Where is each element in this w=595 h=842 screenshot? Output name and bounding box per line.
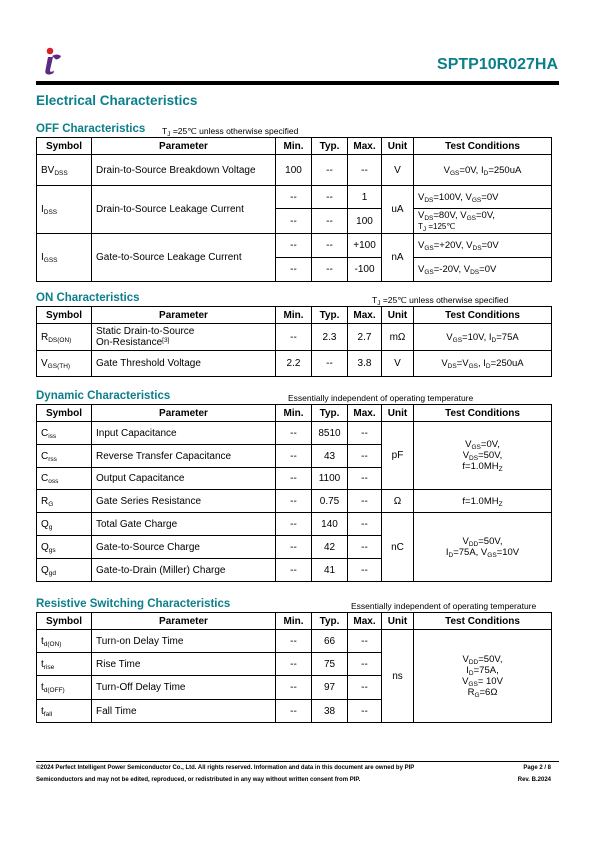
parameter-cell: Turn-Off Delay Time — [92, 676, 276, 700]
condition-cell: $V_{GS}=0V$, $V_{DS}=50V$, $f=1.0MH_Z$ — [414, 422, 552, 490]
symbol-cell: $Q_{gs}$ — [37, 536, 92, 559]
condition-cell: $V_{DS}=80V$, $V_{GS}=0V$, $T_J$ =125℃ — [414, 209, 552, 234]
min-cell: -- — [276, 513, 312, 536]
table-row — [37, 186, 552, 209]
on-section-title: ON Characteristics — [36, 292, 140, 304]
symbol-cell: $R_{DS(ON)}$ — [37, 324, 92, 351]
min-cell: -- — [276, 468, 312, 490]
table-row — [37, 490, 552, 513]
col-unit: Unit — [382, 138, 414, 155]
min-cell: -- — [276, 186, 312, 209]
parameter-cell: Gate-to-Source Charge — [92, 536, 276, 559]
condition-cell: $V_{GS}=-20V$, $V_{DS}=0V$ — [414, 258, 552, 282]
min-cell: 2.2 — [276, 351, 312, 377]
condition-cell: $V_{DS}=V_{GS}$, $I_D=250uA$ — [414, 351, 552, 377]
min-cell: -- — [276, 324, 312, 351]
switching-section-note: Essentially independent of operating temperature — [351, 601, 537, 611]
typ-cell: 42 — [312, 536, 348, 559]
typ-cell: 140 — [312, 513, 348, 536]
condition-cell: $f=1.0MH_Z$ — [414, 490, 552, 513]
min-cell: -- — [276, 422, 312, 445]
condition-cell: $V_{GS}=+20V$, $V_{DS}=0V$ — [414, 234, 552, 258]
condition-cell: $V_{GS}=10V$, $I_D=75A$ — [414, 324, 552, 351]
page-number: Page 2 / 8 — [523, 765, 551, 771]
col-typ: Typ. — [312, 405, 348, 422]
unit-cell: nC — [382, 513, 414, 582]
col-typ: Typ. — [312, 138, 348, 155]
symbol-cell: $C_{oss}$ — [37, 468, 92, 490]
switching-section-title: Resistive Switching Characteristics — [36, 598, 231, 610]
max-cell: 100 — [348, 209, 382, 234]
parameter-cell: Gate-to-Drain (Miller) Charge — [92, 559, 276, 582]
parameter-cell: Drain-to-Source Leakage Current — [92, 186, 276, 234]
typ-cell: 2.3 — [312, 324, 348, 351]
off-section-title: OFF Characteristics — [36, 123, 146, 135]
parameter-cell: Drain-to-Source Breakdown Voltage — [92, 155, 276, 186]
condition-cell: $V_{DD}=50V$, $I_D=75A$, $V_{GS}= 10V$ $R_G=6\Omega$ — [414, 630, 552, 723]
parameter-cell: Output Capacitance — [92, 468, 276, 490]
unit-cell: uA — [382, 186, 414, 234]
typ-cell: 97 — [312, 676, 348, 700]
symbol-cell: $Q_g$ — [37, 513, 92, 536]
typ-cell: 1100 — [312, 468, 348, 490]
parameter-cell: Static Drain-to-Source On-Resistance[3] — [92, 324, 276, 351]
unit-cell: ns — [382, 630, 414, 723]
table-header-row — [37, 307, 552, 324]
max-cell: -- — [348, 445, 382, 468]
col-typ: Typ. — [312, 613, 348, 630]
switching-characteristics-table — [36, 612, 552, 723]
symbol-cell: $t_{d(OFF)}$ — [37, 676, 92, 700]
on-characteristics-table — [36, 306, 552, 377]
min-cell: -- — [276, 234, 312, 258]
col-test-conditions: Test Conditions — [414, 138, 552, 155]
col-symbol: Symbol — [37, 613, 92, 630]
max-cell: -- — [348, 468, 382, 490]
dynamic-section-title: Dynamic Characteristics — [36, 390, 171, 402]
col-unit: Unit — [382, 307, 414, 324]
min-cell: -- — [276, 258, 312, 282]
col-test-conditions: Test Conditions — [414, 307, 552, 324]
unit-cell: V — [382, 155, 414, 186]
min-cell: -- — [276, 700, 312, 723]
symbol-cell: $I_{DSS}$ — [37, 186, 92, 234]
unit-cell: Ω — [382, 490, 414, 513]
parameter-cell: Input Capacitance — [92, 422, 276, 445]
table-header-row — [37, 405, 552, 422]
col-symbol: Symbol — [37, 405, 92, 422]
symbol-cell: $C_{iss}$ — [37, 422, 92, 445]
col-parameter: Parameter — [92, 307, 276, 324]
max-cell: -- — [348, 676, 382, 700]
typ-cell: -- — [312, 258, 348, 282]
typ-cell: 43 — [312, 445, 348, 468]
symbol-cell: $R_G$ — [37, 490, 92, 513]
col-min: Min. — [276, 307, 312, 324]
typ-cell: 66 — [312, 630, 348, 653]
unit-cell: mΩ — [382, 324, 414, 351]
dynamic-section-note: Essentially independent of operating temperature — [288, 393, 474, 403]
col-typ: Typ. — [312, 307, 348, 324]
min-cell: -- — [276, 209, 312, 234]
switching-section-header — [36, 598, 551, 612]
parameter-cell: Gate Threshold Voltage — [92, 351, 276, 377]
col-parameter: Parameter — [92, 405, 276, 422]
max-cell: -- — [348, 630, 382, 653]
min-cell: -- — [276, 676, 312, 700]
typ-cell: -- — [312, 234, 348, 258]
min-cell: -- — [276, 490, 312, 513]
off-section-note: $T_J$ =25℃ unless otherwise specified — [162, 126, 299, 138]
unit-cell: pF — [382, 422, 414, 490]
dynamic-section-header — [36, 390, 551, 404]
col-parameter: Parameter — [92, 613, 276, 630]
symbol-cell: $t_{d(ON)}$ — [37, 630, 92, 653]
max-cell: -- — [348, 422, 382, 445]
min-cell: -- — [276, 445, 312, 468]
table-row — [37, 351, 552, 377]
typ-cell: -- — [312, 209, 348, 234]
parameter-cell: Gate Series Resistance — [92, 490, 276, 513]
table-row — [37, 234, 552, 258]
typ-cell: 38 — [312, 700, 348, 723]
parameter-cell: Gate-to-Source Leakage Current — [92, 234, 276, 282]
typ-cell: 8510 — [312, 422, 348, 445]
table-row — [37, 513, 552, 536]
symbol-cell: $t_{fall}$ — [37, 700, 92, 723]
min-cell: -- — [276, 559, 312, 582]
part-number: SPTP10R027HA — [437, 56, 558, 73]
unit-cell: nA — [382, 234, 414, 282]
company-logo — [42, 47, 64, 75]
typ-cell: -- — [312, 155, 348, 186]
max-cell: -- — [348, 653, 382, 676]
max-cell: -- — [348, 490, 382, 513]
typ-cell: 75 — [312, 653, 348, 676]
max-cell: -- — [348, 700, 382, 723]
page-title: Electrical Characteristics — [36, 93, 198, 108]
col-unit: Unit — [382, 405, 414, 422]
max-cell: -- — [348, 513, 382, 536]
parameter-cell: Fall Time — [92, 700, 276, 723]
condition-cell: $V_{GS}=0V$, $I_D=250uA$ — [414, 155, 552, 186]
parameter-cell: Rise Time — [92, 653, 276, 676]
max-cell: -100 — [348, 258, 382, 282]
min-cell: -- — [276, 536, 312, 559]
col-max: Max. — [348, 307, 382, 324]
max-cell: -- — [348, 559, 382, 582]
typ-cell: -- — [312, 186, 348, 209]
symbol-cell: $Q_{gd}$ — [37, 559, 92, 582]
col-min: Min. — [276, 405, 312, 422]
on-section-header — [36, 292, 551, 306]
off-characteristics-table — [36, 137, 552, 282]
table-row — [37, 630, 552, 653]
copyright-text-2: Semiconductors and may not be edited, reproduced, or redistributed in any way without written consent from PIP. — [36, 777, 361, 783]
table-header-row — [37, 613, 552, 630]
col-symbol: Symbol — [37, 307, 92, 324]
min-cell: -- — [276, 653, 312, 676]
col-unit: Unit — [382, 613, 414, 630]
col-max: Max. — [348, 405, 382, 422]
min-cell: 100 — [276, 155, 312, 186]
max-cell: 2.7 — [348, 324, 382, 351]
col-min: Min. — [276, 613, 312, 630]
symbol-cell: $V_{GS(TH)}$ — [37, 351, 92, 377]
symbol-cell: $C_{rss}$ — [37, 445, 92, 468]
max-cell: 3.8 — [348, 351, 382, 377]
parameter-cell: Total Gate Charge — [92, 513, 276, 536]
max-cell: 1 — [348, 186, 382, 209]
col-min: Min. — [276, 138, 312, 155]
condition-cell: $V_{DS}=100V$, $V_{GS}=0V$ — [414, 186, 552, 209]
max-cell: -- — [348, 536, 382, 559]
table-row — [37, 155, 552, 186]
off-section-header — [36, 123, 551, 137]
on-section-note: $T_J$ =25℃ unless otherwise specified — [372, 295, 509, 307]
dynamic-characteristics-table — [36, 404, 552, 582]
table-header-row — [37, 138, 552, 155]
col-max: Max. — [348, 613, 382, 630]
revision: Rev. B.2024 — [517, 777, 551, 783]
symbol-cell: $BV_{DSS}$ — [37, 155, 92, 186]
table-row — [37, 422, 552, 445]
col-test-conditions: Test Conditions — [414, 405, 552, 422]
typ-cell: 0.75 — [312, 490, 348, 513]
copyright-text: ©2024 Perfect Intelligent Power Semiconductor Co., Ltd. All rights reserved. Information and data in this document are owned by PIP — [36, 765, 415, 771]
header-rule — [36, 81, 559, 85]
col-parameter: Parameter — [92, 138, 276, 155]
typ-cell: -- — [312, 351, 348, 377]
col-symbol: Symbol — [37, 138, 92, 155]
col-test-conditions: Test Conditions — [414, 613, 552, 630]
condition-cell: $V_{DD}=50V$, $I_D=75A$, $V_{GS}=10V$ — [414, 513, 552, 582]
max-cell: -- — [348, 155, 382, 186]
parameter-cell: Reverse Transfer Capacitance — [92, 445, 276, 468]
parameter-cell: Turn-on Delay Time — [92, 630, 276, 653]
min-cell: -- — [276, 630, 312, 653]
symbol-cell: $I_{GSS}$ — [37, 234, 92, 282]
typ-cell: 41 — [312, 559, 348, 582]
col-max: Max. — [348, 138, 382, 155]
symbol-cell: $t_{rise}$ — [37, 653, 92, 676]
footer-rule — [36, 761, 559, 762]
table-row — [37, 324, 552, 351]
unit-cell: V — [382, 351, 414, 377]
max-cell: +100 — [348, 234, 382, 258]
